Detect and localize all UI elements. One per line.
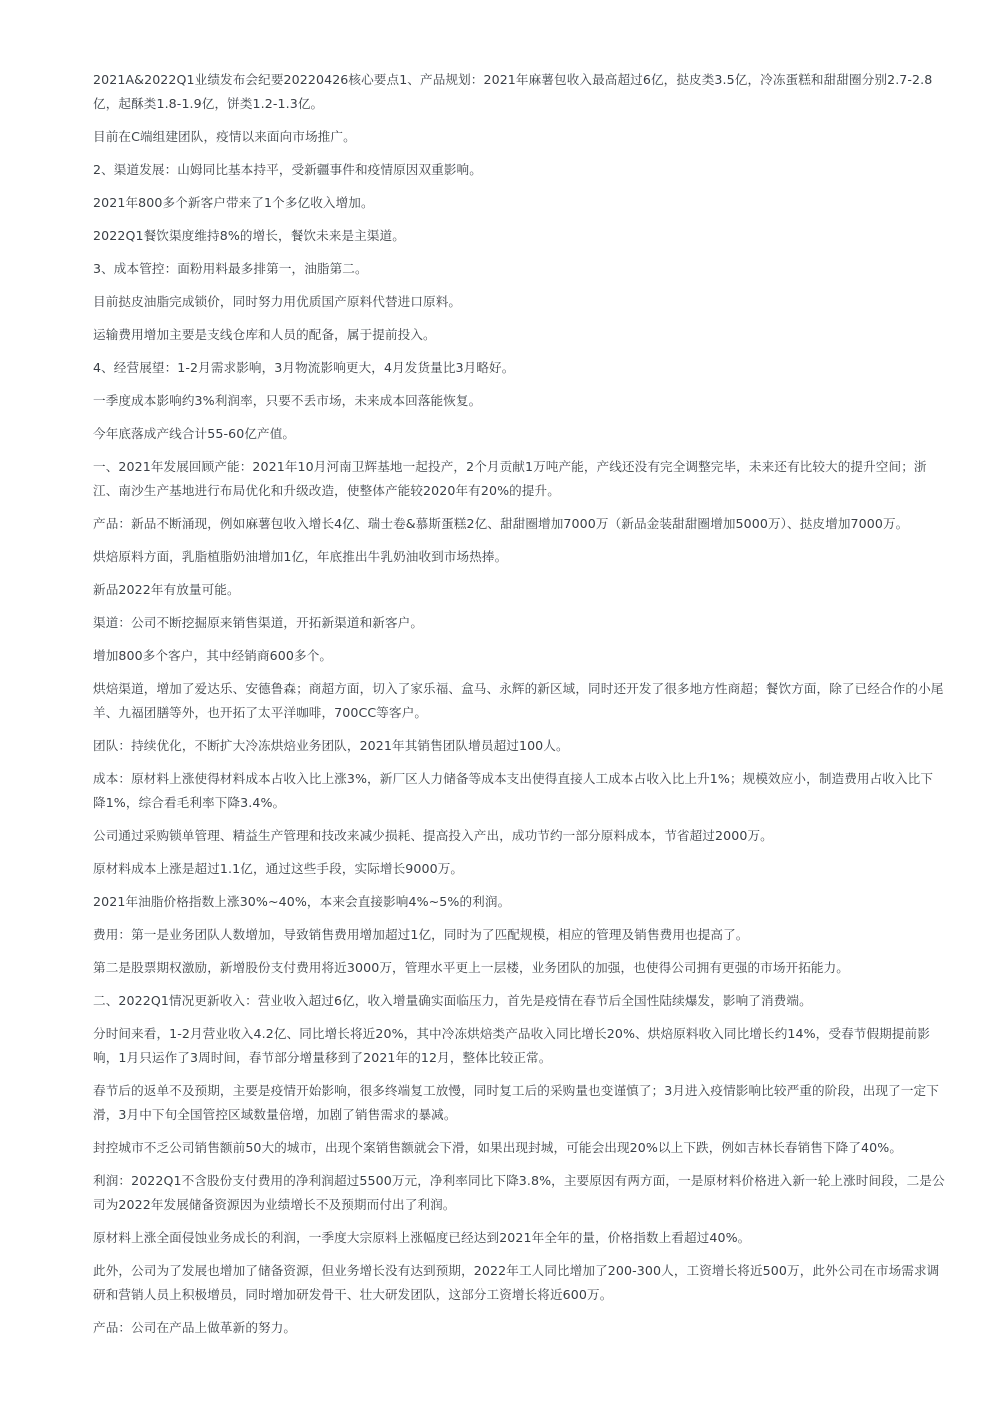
paragraph: 春节后的返单不及预期，主要是疫情开始影响，很多终端复工放慢，同时复工后的采购量也变谨慎了；3月进入疫情影响比较严重的阶段，出现了一定下滑，3月中下旬全国管控区域数量倍增，加剧了销售需求的暴减。 — [93, 1083, 939, 1122]
paragraph: 目前在C端组建团队，疫情以来面向市场推广。 — [93, 129, 356, 144]
paragraph: 公司通过采购锁单管理、精益生产管理和技改来减少损耗、提高投入产出，成功节约一部分原料成本，节省超过2000万。 — [93, 828, 773, 843]
paragraph: 新品2022年有放量可能。 — [93, 582, 240, 597]
paragraph: 原材料上涨全面侵蚀业务成长的利润，一季度大宗原料上涨幅度已经达到2021年全年的量，价格指数上看超过40%。 — [93, 1230, 751, 1245]
paragraph: 第二是股票期权激励，新增股份支付费用将近3000万，管理水平更上一层楼，业务团队的加强，也使得公司拥有更强的市场开拓能力。 — [93, 960, 849, 975]
paragraph: 产品：新品不断涌现，例如麻薯包收入增长4亿、瑞士卷&慕斯蛋糕2亿、甜甜圈增加7000万（新品金装甜甜圈增加5000万）、挞皮增加7000万。 — [93, 516, 909, 531]
document-body — [93, 68, 945, 1349]
paragraph: 2、渠道发展：山姆同比基本持平，受新疆事件和疫情原因双重影响。 — [93, 162, 482, 177]
paragraph: 封控城市不乏公司销售额前50大的城市，出现个案销售额就会下滑，如果出现封城，可能会出现20%以上下跌，例如吉林长春销售下降了40%。 — [93, 1140, 903, 1155]
paragraph: 产品：公司在产品上做革新的努力。 — [93, 1320, 297, 1335]
paragraph: 3、成本管控：面粉用料最多排第一，油脂第二。 — [93, 261, 368, 276]
paragraph: 烘焙原料方面，乳脂植脂奶油增加1亿，年底推出牛乳奶油收到市场热捧。 — [93, 549, 508, 564]
paragraph: 原材料成本上涨是超过1.1亿，通过这些手段，实际增长9000万。 — [93, 861, 464, 876]
paragraph: 此外，公司为了发展也增加了储备资源，但业务增长没有达到预期，2022年工人同比增加了200-300人，工资增长将近500万，此外公司在市场需求调研和营销人员上积极增员，同时增加研发骨干、壮大研发团队，这部分工资增长将近600万。 — [93, 1263, 940, 1302]
paragraph: 渠道：公司不断挖掘原来销售渠道，开拓新渠道和新客户。 — [93, 615, 424, 630]
paragraph: 烘焙渠道，增加了爱达乐、安德鲁森；商超方面，切入了家乐福、盒马、永辉的新区域，同时还开发了很多地方性商超；餐饮方面，除了已经合作的小尾羊、九福团膳等外，也开拓了太平洋咖啡，700CC等客户。 — [93, 681, 944, 720]
paragraph: 目前挞皮油脂完成锁价，同时努力用优质国产原料代替进口原料。 — [93, 294, 462, 309]
paragraph: 今年底落成产线合计55-60亿产值。 — [93, 426, 296, 441]
paragraph: 2021A&2022Q1业绩发布会纪要20220426核心要点1、产品规划：2021年麻薯包收入最高超过6亿，挞皮类3.5亿，冷冻蛋糕和甜甜圈分别2.7-2.8亿，起酥类1.8-1.9亿，饼类1.2-1.3亿。 — [93, 72, 933, 111]
paragraph: 一季度成本影响约3%利润率，只要不丢市场，未来成本回落能恢复。 — [93, 393, 482, 408]
paragraph: 团队：持续优化，不断扩大冷冻烘焙业务团队，2021年其销售团队增员超过100人。 — [93, 738, 569, 753]
paragraph: 增加800多个客户，其中经销商600多个。 — [93, 648, 333, 663]
paragraph: 运输费用增加主要是支线仓库和人员的配备，属于提前投入。 — [93, 327, 436, 342]
paragraph: 利润：2022Q1不含股份支付费用的净利润超过5500万元，净利率同比下降3.8%，主要原因有两方面，一是原材料价格进入新一轮上涨时间段，二是公司为2022年发展储备资源因为业绩增长不及预期而付出了利润。 — [93, 1173, 945, 1212]
paragraph: 2021年800多个新客户带来了1个多亿收入增加。 — [93, 195, 374, 210]
paragraph: 一、2021年发展回顾产能：2021年10月河南卫辉基地一起投产，2个月贡献1万吨产能，产线还没有完全调整完毕，未来还有比较大的提升空间；浙江、南沙生产基地进行布局优化和升级改造，使整体产能较2020年有20%的提升。 — [93, 459, 927, 498]
paragraph: 二、2022Q1情况更新收入：营业收入超过6亿，收入增量确实面临压力，首先是疫情在春节后全国性陆续爆发，影响了消费端。 — [93, 993, 812, 1008]
paragraph: 费用：第一是业务团队人数增加，导致销售费用增加超过1亿，同时为了匹配规模，相应的管理及销售费用也提高了。 — [93, 927, 749, 942]
paragraph: 2021年油脂价格指数上涨30%~40%，本来会直接影响4%~5%的利润。 — [93, 894, 511, 909]
paragraph: 2022Q1餐饮渠度维持8%的增长，餐饮未来是主渠道。 — [93, 228, 405, 243]
paragraph: 成本：原材料上涨使得材料成本占收入比上涨3%，新厂区人力储备等成本支出使得直接人工成本占收入比上升1%；规模效应小，制造费用占收入比下降1%，综合看毛利率下降3.4%。 — [93, 771, 934, 810]
paragraph: 4、经营展望：1-2月需求影响，3月物流影响更大，4月发货量比3月略好。 — [93, 360, 515, 375]
paragraph: 分时间来看，1-2月营业收入4.2亿、同比增长将近20%，其中冷冻烘焙类产品收入同比增长20%、烘焙原料收入同比增长约14%，受春节假期提前影响，1月只运作了3周时间，春节部分增量移到了2021年的12月，整体比较正常。 — [93, 1026, 930, 1065]
